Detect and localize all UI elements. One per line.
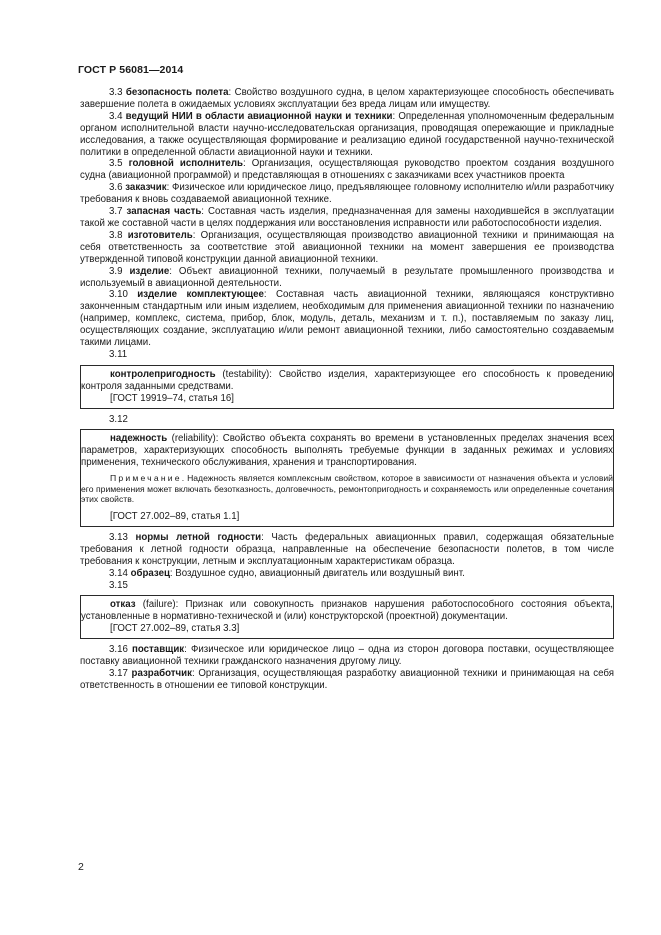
entry-number: 3.14 [109, 567, 128, 579]
term: безопасность полета [125, 87, 229, 98]
definition: : Организация, осуществляющая производство авиационной техники и принимающая на себя ответственность за соответствие этой авиационной техники на момент завершения ее производства утвержденной типовой конструкции данной авиационной техники. [80, 229, 614, 265]
entry-number: 3.17 [109, 667, 128, 679]
term: разработчик [131, 667, 192, 679]
quoted-definition [81, 433, 613, 469]
quoted-definition [81, 369, 613, 393]
term: контролепригодность [110, 368, 216, 380]
terms-section [80, 87, 614, 692]
note [81, 473, 613, 505]
term-entry-3-6 [80, 182, 614, 206]
definition: : Воздушное судно, авиационный двигатель или воздушный винт. [169, 567, 465, 579]
term: запасная часть [126, 206, 202, 218]
term-entry-3-10 [80, 289, 614, 349]
note-text: . Надежность является комплексным свойством, которое в зависимости от назначения объекта и условий его применения может включать безотказность, долговечность, ремонтопригодность и сохраняемость или определенные сочетания этих свойств. [81, 473, 613, 505]
term: головной исполнитель [128, 158, 243, 170]
entry-number: 3.3 [109, 87, 123, 98]
source-reference: [ГОСТ 19919–74, статья 16] [110, 392, 234, 404]
definition: : Объект авиационной техники, получаемый в результате промышленного производства и используемый в авиационной деятельности. [80, 265, 614, 289]
term-entry-3-7 [80, 206, 614, 230]
quoted-definition [81, 599, 613, 623]
term: заказчик [125, 182, 167, 194]
definition: (reliability): Свойство объекта сохранять во времени в установленных пределах значения всех параметров, характеризующих способность выполнять требуемые функции в заданных режимах и условиях применения, технического обслуживания, хранения и транспортирования. [81, 433, 613, 469]
term-entry-3-3 [80, 87, 614, 111]
definition: : Организация, осуществляющая руководство проектом создания воздушного судна (авиационной программой) и представляющая в отношениях с заказчиками всех участников проекта [80, 158, 614, 182]
definition: (testability): Свойство изделия, характеризующее его способность к проведению контроля заданными средствами. [81, 368, 613, 392]
term-entry-3-13 [80, 532, 614, 568]
definition: : Часть федеральных авиационных правил, содержащая обязательные требования к летной годности образца, направленные на обеспечение безопасности полетов, в том числе требования к конструкции, летным и эксплуатационным характеристикам образца. [80, 531, 614, 567]
entry-number: 3.9 [109, 265, 123, 277]
entry-number: 3.10 [109, 289, 128, 301]
note-label: Примечание [110, 473, 182, 484]
entry-number-3-11: 3.11 [109, 348, 128, 360]
term: образец [130, 567, 170, 579]
term-entry-3-16 [80, 644, 614, 668]
entry-number: 3.8 [109, 229, 123, 241]
quoted-term-box-3-15 [80, 595, 614, 639]
definition: : Составная часть авиационной техники, являющаяся конструктивно законченным стандартным или иным изделием, необходимым для применения авиационной техники по назначению (например, комплекс, система, прибор, блок, модуль, деталь, механизм и т. п.), поставляемым по заказу лиц, осуществляющих создание, эксплуатацию и/или ремонт авиационной техники, либо самостоятельно создаваемым такими лицами. [80, 289, 614, 349]
term: надежность [110, 433, 168, 445]
document-header: ГОСТ Р 56081—2014 [78, 64, 184, 76]
definition: : Составная часть изделия, предназначенная для замены находившейся в эксплуатации такой же составной части в целях поддержания или восстановления исправности или работоспособности изделия. [80, 206, 614, 229]
entry-number-3-12: 3.12 [109, 413, 128, 425]
term: изделие [129, 265, 170, 277]
entry-number: 3.6 [109, 182, 123, 194]
entry-number: 3.5 [109, 158, 123, 170]
term-entry-3-17 [80, 668, 614, 692]
term-entry-3-9 [80, 266, 614, 290]
quoted-term-box-3-11 [80, 365, 614, 409]
entry-number: 3.16 [109, 644, 128, 656]
term-entry-3-8 [80, 230, 614, 266]
definition: : Определенная уполномоченным федеральным органом исполнительной власти научно-исследовательская организация, проводящая опережающие и прикладные исследования, а также осуществляющая формирование и реализацию единой государственной научно-технической политики в определенной области авиационной науки и техники. [80, 110, 614, 158]
definition: : Свойство воздушного судна, в целом характеризующее способность обеспечивать завершение полета в ожидаемых условиях эксплуатации без вреда лицам или имуществу. [80, 87, 614, 110]
term: поставщик [132, 644, 185, 656]
definition: : Физическое или юридическое лицо, предъявляющее головному исполнителю и/или разработчику требования к вновь создаваемой авиационной технике. [80, 182, 614, 206]
quoted-term-box-3-12 [80, 429, 614, 526]
entry-number: 3.13 [109, 531, 128, 543]
entry-number: 3.4 [109, 110, 123, 122]
entry-number: 3.7 [109, 206, 123, 218]
source-reference: [ГОСТ 27.002–89, статья 1.1] [110, 510, 240, 522]
term: изготовитель [127, 229, 193, 241]
definition: : Организация, осуществляющая разработку авиационной техники и принимающая на себя ответственность в отношении ее типовой конструкции. [80, 667, 614, 691]
term-entry-3-14 [80, 568, 614, 580]
term: изделие комплектующее [137, 289, 264, 301]
term: ведущий НИИ в области авиационной науки и техники [125, 110, 393, 122]
term-entry-3-4 [80, 111, 614, 159]
term-entry-3-5 [80, 158, 614, 182]
definition: (failure): Признак или совокупность признаков нарушения работоспособного состояния объекта, установленные в нормативно-технической и (или) конструкторской (проектной) документации. [81, 599, 613, 623]
term: отказ [110, 599, 136, 611]
definition: : Физическое или юридическое лицо – одна из сторон договора поставки, осуществляющее поставку авиационной техники гражданского назначения другому лицу. [80, 644, 614, 668]
page-number: 2 [78, 861, 84, 873]
term: нормы летной годности [135, 531, 262, 543]
source-reference: [ГОСТ 27.002–89, статья 3.3] [110, 623, 240, 635]
entry-number-3-15: 3.15 [109, 579, 128, 591]
